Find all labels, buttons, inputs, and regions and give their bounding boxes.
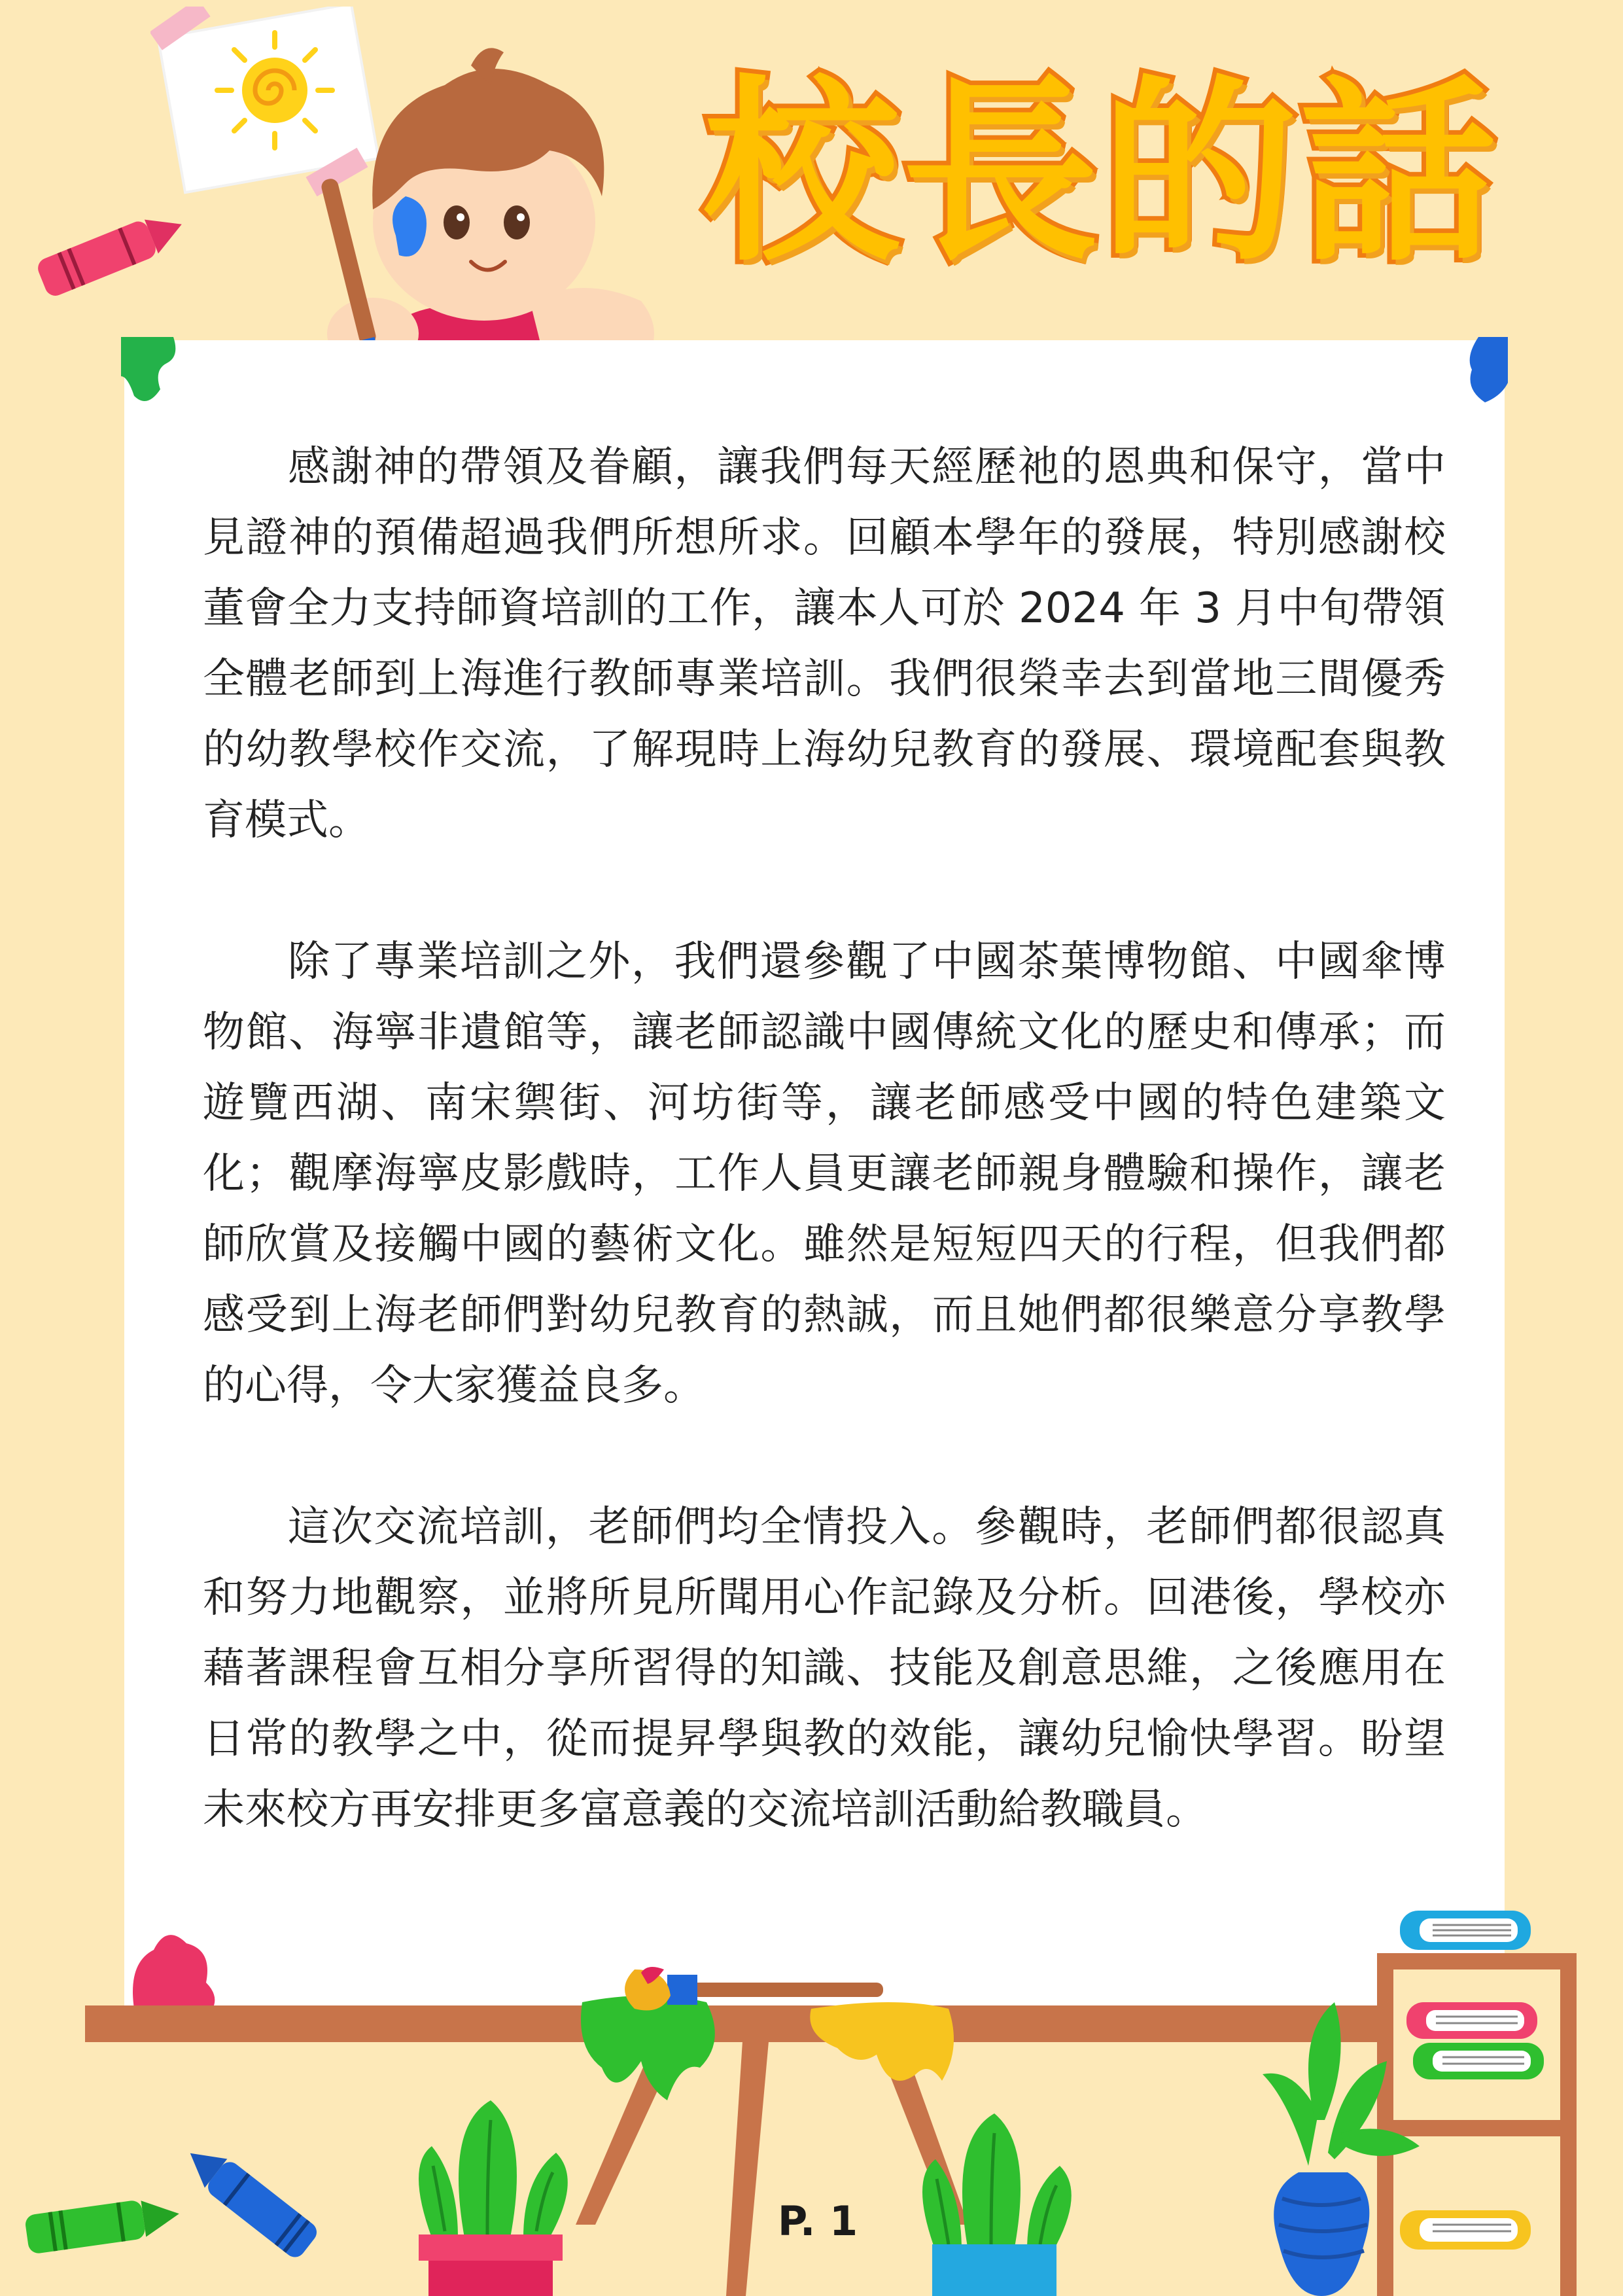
green-crayon-icon (13, 2179, 190, 2270)
bookshelf-illustration (1236, 1904, 1583, 2296)
blue-crayon-icon (183, 2146, 347, 2277)
page-number: P. 1 (777, 2197, 858, 2245)
pink-crayon-icon (16, 196, 193, 308)
letter-paragraph: 感謝神的帶領及眷顧，讓我們每天經歷祂的恩典和保守，當中見證神的預備超過我們所想所求。回顧本學年的發展，特別感謝校董會全力支持師資培訓的工作，讓本人可於 2024 年 3 月中旬帶領全體老師到上海進行教師專業培訓。我們很榮幸去到當地三間優秀的幼教學校作交流，了解現時上海幼兒教育的發展、環境配套與教育模式。 (203, 443, 1446, 845)
letter-paragraph: 這次交流培訓，老師們均全情投入。參觀時，老師們都很認真和努力地觀察，並將所見所聞用心作記錄及分析。回港後，學校亦藉著課程會互相分享所習得的知識、技能及創意思維，之後應用在日常的教學之中，從而提昇學與教的效能，讓幼兒愉快學習。盼望未來校方再安排更多富意義的交流培訓活動給教職員。 (203, 1503, 1446, 1834)
letter-paragraph: 除了專業培訓之外，我們還參觀了中國茶葉博物館、中國傘博物館、海寧非遺館等，讓老師認識中國傳統文化的歷史和傳承；而遊覽西湖、南宋禦街、河坊街等，讓老師感受中國的特色建築文化；觀摩海寧皮影戲時，工作人員更讓老師親身體驗和操作，讓老師欣賞及接觸中國的藝術文化。雖然是短短四天的行程，但我們都感受到上海老師們對幼兒教育的熱誠，而且她們都很樂意分享教學的心得，令大家獲益良多。 (203, 938, 1446, 1410)
teal-plant-pot-illustration (896, 2081, 1092, 2296)
letter-body (203, 432, 1446, 1916)
green-paint-splash-icon (121, 337, 180, 409)
page-title: 校長的話 (703, 59, 1499, 287)
green-plant-pot-illustration (393, 2068, 589, 2296)
blue-paint-splash-icon (1465, 337, 1508, 409)
